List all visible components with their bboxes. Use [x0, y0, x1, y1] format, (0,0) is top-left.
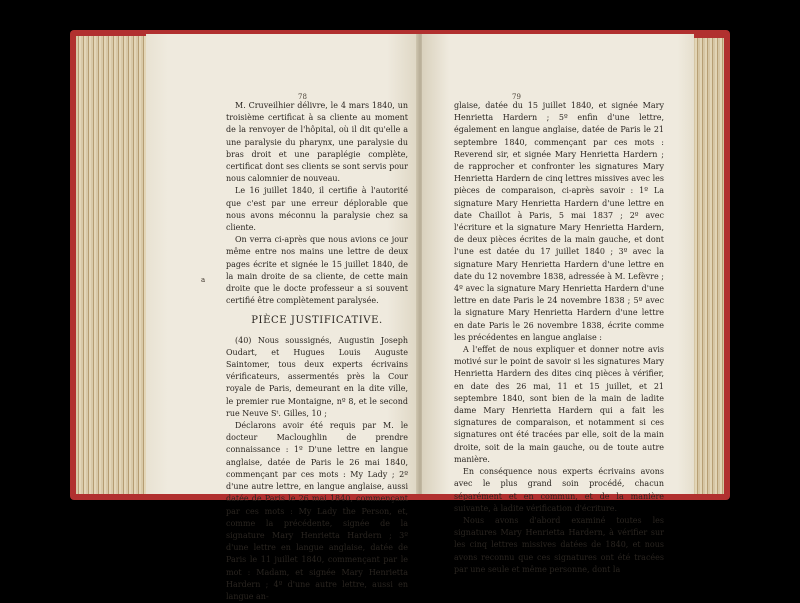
left-page	[146, 34, 420, 601]
paragraph: Le 16 juillet 1840, il certifie à l'autorité que c'est par une erreur déplorable que nous avons méconnu la paralysie chez sa cliente.	[226, 186, 408, 233]
right-page	[422, 34, 694, 574]
paragraph: Nous avons d'abord examiné toutes les signatures Mary Henrietta Hardern, à vérifier sur les cinq lettres missives datées de 1840, et nous avons reconnu que ces signatures ont été tracées par une seule et même personne, dont la	[454, 515, 664, 574]
page-edges-left	[76, 36, 150, 494]
right-page-text	[454, 100, 664, 576]
paragraph: Déclarons avoir été requis par M. le docteur Macloughlin de prendre connaissance : 1º D'une lettre en langue anglaise, datée de Paris le 26 mai 1840, commençant par ces mots : My Lady ; 2º d'une autre lettre, en langue anglaise, aussi datée de Paris le 26 mai 1840, commençant par ces mots : My Lady the Person, et, comme la précédente, signée de la signature Mary Henrietta Hardern ; 3º d'une lettre en langue anglaise, datée de Paris le 11 juillet 1840, commençant par le mot : Madam, et signée Mary Henrietta Hardern ; 4º d'une autre lettre, aussi en langue an-	[226, 421, 408, 601]
margin-mark: a	[201, 276, 206, 284]
paragraph: (40) Nous soussignés, Augustin Joseph Oudart, et Hugues Louis Auguste Saintomer, tous deux experts écrivains vérificateurs, assermentés près la Cour royale de Paris, demeurant en la dite ville, le premier rue Montaigne, nº 8, et le second rue Neuve Sᵗ. Gilles, 10 ;	[226, 335, 408, 418]
paragraph: On verra ci-après que nous avions ce jour même entre nos mains une lettre de deux pages écrite et signée le 15 juillet 1840, de la main droite de sa cliente, de cette main droite que le docte professeur a si souvent certifié être complètement paralysée.	[226, 235, 408, 306]
paragraph: glaise, datée du 15 juillet 1840, et signée Mary Henrietta Hardern ; 5º enfin d'une lettre, également en langue anglaise, datée de Paris le 21 septembre 1840, commençant par ces mots : Reverend sir, et signée Mary Henrietta Hardern ; de rapprocher et confronter les signatures Mary Henrietta Hardern de cinq lettres missives avec les pièces de comparaison, ci-après savoir : 1º La signature Mary Henrietta Hardern d'une lettre en date Chaillot à Paris, 5 mai 1837 ; 2º avec l'écriture et la signature Mary Henrietta Hardern, de deux pièces écrites de la main gauche, et dont l'une est datée du 17 juillet 1840 ; 3º avec la signature Mary Henrietta Hardern d'une lettre en date du 12 novembre 1838, adressée à M. Lefèvre ; 4º avec la signature Mary Henrietta Hardern d'une lettre en date Paris le 24 novembre 1838 ; 5º avec la signature Mary Henrietta Hardern d'une lettre en date Paris le 26 novembre 1838, écrite comme les précédentes en langue anglaise :	[454, 101, 664, 342]
section-heading: PIÈCE JUSTIFICATIVE.	[251, 315, 383, 327]
paragraph: En conséquence nous experts écrivains avons avec le plus grand soin procédé, chacun séparément et en commun, et de la manière suivante, à ladite vérification d'écriture.	[454, 467, 664, 513]
paragraph: A l'effet de nous expliquer et donner notre avis motivé sur le point de savoir si les signatures Mary Henrietta Hardern des dites cinq pièces à vérifier, en date des 26 mai, 11 et 15 juillet, et 21 septembre 1840, sont bien de la main de ladite dame Mary Henrietta Hardern qui a fait les signatures de comparaison, et notamment si ces signatures ont été tracées par elle, soit de la main droite, soit de la main gauche, ou de toute autre manière.	[454, 345, 664, 464]
page-number: 78	[298, 93, 307, 101]
paragraph: M. Cruveilhier délivre, le 4 mars 1840, un troisième certificat à sa cliente au moment de la renvoyer de l'hôpital, où il dit qu'elle a une paralysie du pharynx, une paralysie du bras droit et une paraplégie complète, certificat dont ses clients se sont servis pour nous calomnier de nouveau.	[226, 101, 408, 184]
page-number: 79	[512, 93, 521, 101]
page-edges-right	[690, 38, 724, 494]
left-page-text	[226, 100, 408, 603]
